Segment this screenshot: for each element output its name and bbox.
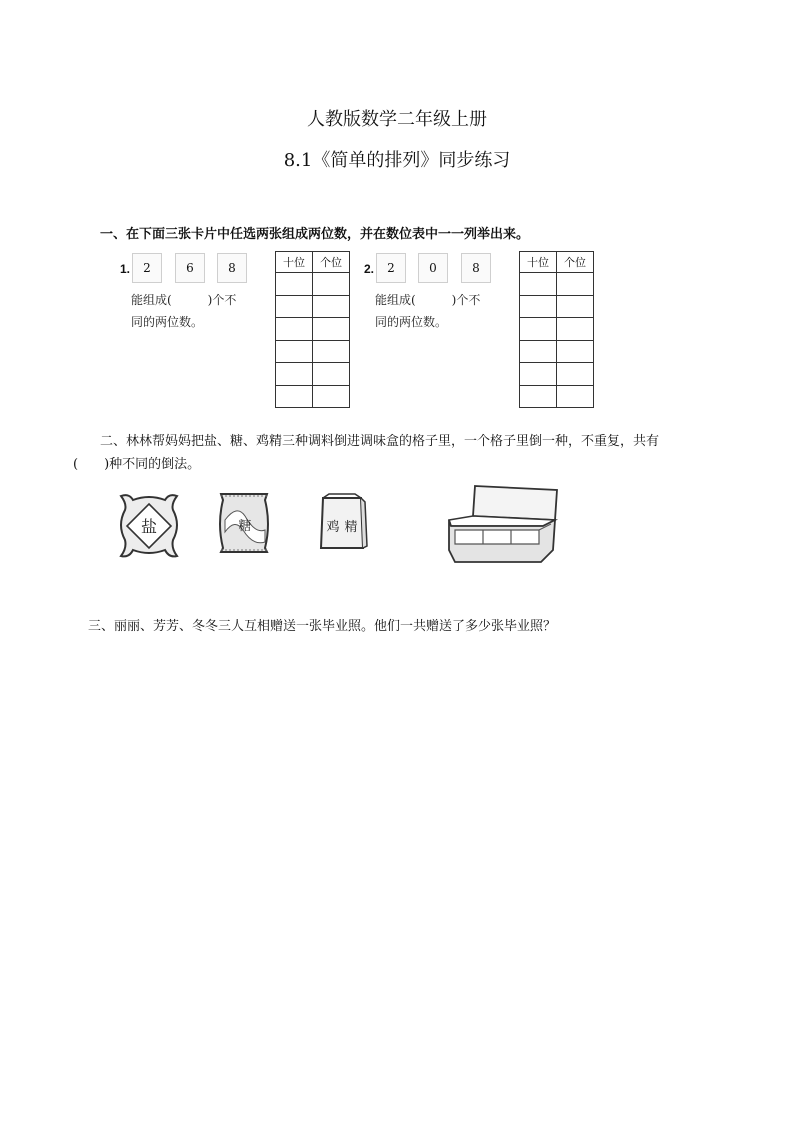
- answer-cell[interactable]: [313, 295, 350, 318]
- answer-cell[interactable]: [276, 340, 313, 363]
- answer-cell[interactable]: [313, 340, 350, 363]
- salt-bag-icon: [113, 490, 185, 560]
- ones-header: 个位: [313, 252, 350, 273]
- answer-cell[interactable]: [557, 273, 594, 296]
- answer-cell[interactable]: [276, 363, 313, 386]
- answer-cell[interactable]: [276, 295, 313, 318]
- answer-cell[interactable]: [557, 295, 594, 318]
- chicken-essence-bag-icon: [315, 490, 369, 556]
- tens-header: 十位: [276, 252, 313, 273]
- answer-cell[interactable]: [520, 318, 557, 341]
- page-title: 人教版数学二年级上册: [307, 109, 487, 130]
- place-value-table-1: [275, 251, 350, 408]
- sugar-label: 糖: [238, 519, 252, 534]
- salt-label: 盐: [140, 517, 158, 536]
- answer-cell[interactable]: [557, 318, 594, 341]
- tens-header: 十位: [520, 252, 557, 273]
- digit-card: 6: [175, 253, 205, 283]
- answer-cell[interactable]: [557, 385, 594, 408]
- part-2-line1: 能组成( )个不: [375, 293, 481, 307]
- answer-cell[interactable]: [313, 363, 350, 386]
- question-2-line1: 二、林林帮妈妈把盐、糖、鸡精三种调料倒进调味盒的格子里，一个格子里倒一种，不重复，共有: [100, 434, 660, 449]
- page-subtitle: 8.1《简单的排列》同步练习: [283, 150, 511, 171]
- answer-cell[interactable]: [276, 385, 313, 408]
- answer-cell[interactable]: [276, 318, 313, 341]
- answer-cell[interactable]: [313, 385, 350, 408]
- answer-cell[interactable]: [520, 295, 557, 318]
- digit-card: 8: [461, 253, 491, 283]
- digit-card: 2: [132, 253, 162, 283]
- digit-card: 0: [418, 253, 448, 283]
- part-2-line2: 同的两位数。: [375, 315, 448, 329]
- answer-cell[interactable]: [557, 363, 594, 386]
- chicken-essence-label-1: 鸡: [326, 520, 340, 535]
- part-1-line1: 能组成( )个不: [131, 293, 237, 307]
- part-1-number: 1.: [120, 262, 131, 276]
- place-value-table-2: [519, 251, 594, 408]
- answer-cell[interactable]: [276, 273, 313, 296]
- answer-cell[interactable]: [313, 273, 350, 296]
- answer-cell[interactable]: [520, 385, 557, 408]
- answer-cell[interactable]: [557, 340, 594, 363]
- answer-cell[interactable]: [520, 363, 557, 386]
- ones-header: 个位: [557, 252, 594, 273]
- answer-cell[interactable]: [520, 340, 557, 363]
- answer-cell[interactable]: [313, 318, 350, 341]
- question-1-text: 一、在下面三张卡片中任选两张组成两位数，并在数位表中一一列举出来。: [100, 227, 530, 242]
- sugar-bag-icon: [215, 490, 273, 556]
- question-3-text: 三、丽丽、芳芳、冬冬三人互相赠送一张毕业照。他们一共赠送了多少张毕业照？: [88, 619, 557, 634]
- digit-card: 2: [376, 253, 406, 283]
- part-1-line2: 同的两位数。: [131, 315, 204, 329]
- answer-cell[interactable]: [520, 273, 557, 296]
- digit-card: 8: [217, 253, 247, 283]
- question-2-line2: ( )种不同的倒法。: [73, 457, 201, 472]
- seasoning-box-icon: [443, 480, 563, 566]
- part-2-number: 2.: [364, 262, 375, 276]
- chicken-essence-label-2: 精: [344, 520, 358, 535]
